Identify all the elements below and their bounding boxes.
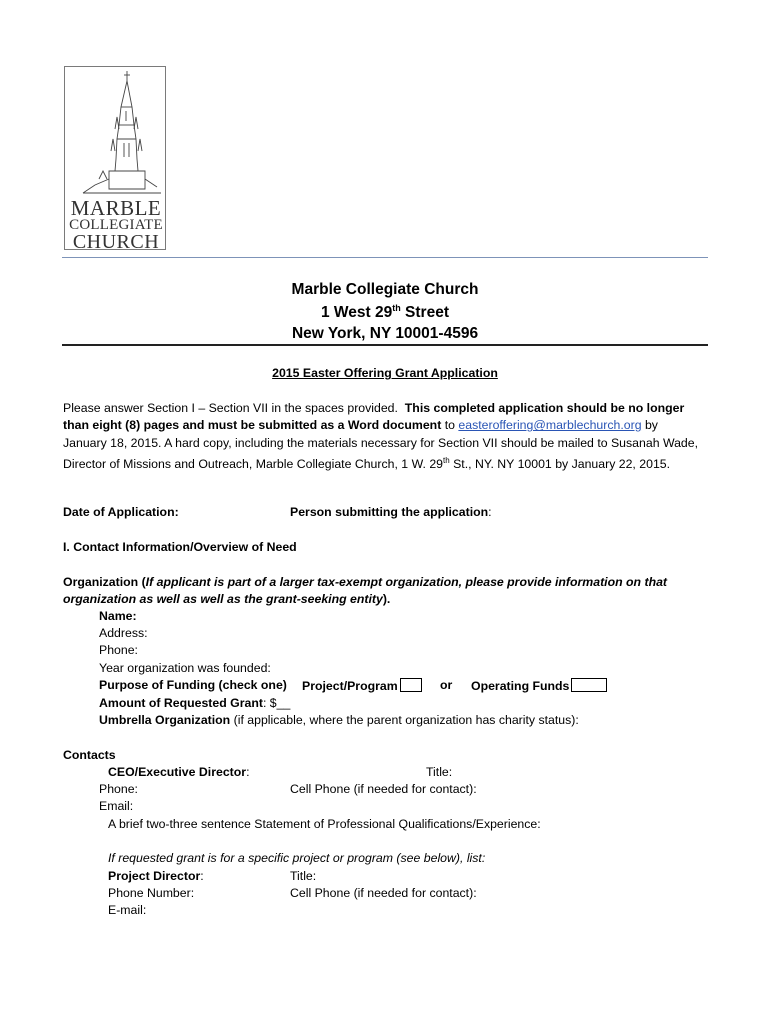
intro-bold: This completed application should be no longer than eight (8) pages and must be submitted as a Word document — [63, 401, 685, 433]
organization-heading — [63, 574, 703, 609]
church-city: New York, NY 10001-4596 — [291, 325, 479, 342]
project-director-label — [108, 869, 204, 883]
umbrella-organization-label — [99, 713, 579, 727]
church-name: Marble Collegiate Church — [291, 281, 479, 298]
org-open-paren: ( — [138, 575, 146, 589]
org-phone-label: Phone: — [99, 643, 138, 657]
or-label: or — [440, 678, 453, 692]
submission-email-link[interactable]: easteroffering@marblechurch.org — [458, 418, 642, 433]
amount-requested-label — [99, 696, 290, 710]
project-director-text: Project Director — [108, 869, 201, 883]
purpose-of-funding-label: Purpose of Funding (check one) — [99, 678, 287, 692]
organization-note: If applicant is part of a larger tax-exempt organization, please provide information on that organization as well as well as the grant-seeking entity — [63, 575, 668, 607]
intro-text-1: Please answer Section I – Section VII in the spaces provided. — [63, 401, 398, 415]
umbrella-organization-text: Umbrella Organization — [99, 713, 231, 727]
intro-to: to — [441, 418, 459, 433]
street-prefix: 1 West 29 — [321, 304, 393, 322]
umbrella-organization-note: (if applicable, where the parent organization has charity status): — [230, 713, 579, 727]
ceo-label — [108, 765, 249, 779]
operating-funds-option — [471, 678, 607, 693]
ceo-email-label: Email: — [99, 799, 134, 813]
project-instructions: If requested grant is for a specific project or program (see below), list: — [108, 851, 486, 865]
project-director-email-label: E-mail: — [108, 903, 147, 917]
contacts-heading: Contacts — [63, 748, 116, 762]
street-sup: th — [392, 303, 401, 313]
ceo-title-label: Title: — [426, 765, 453, 779]
intro-text-2: by January 18, 2015. A hard copy, including the materials necessary for Section VII should be mailed to Susanah Wade, Director of Missions and Outreach, Marble Collegiate Church, 1 W. 29 — [63, 418, 699, 471]
form-title: 2015 Easter Offering Grant Application — [272, 366, 498, 380]
logo-line-collegiate: COLLEGIATE — [69, 217, 163, 233]
church-spire-icon — [65, 67, 165, 207]
intro-text-3: St., NY. NY 10001 by January 22, 2015. — [449, 456, 671, 471]
ceo-text: CEO/Executive Director — [108, 765, 247, 779]
person-submitting-label — [290, 505, 492, 519]
project-director-cell-label: Cell Phone (if needed for contact): — [290, 886, 477, 900]
header-divider-blue — [62, 257, 708, 258]
operating-funds-checkbox[interactable] — [571, 678, 607, 692]
amount-requested-text: Amount of Requested Grant — [99, 696, 263, 710]
date-of-application-label: Date of Application: — [63, 505, 179, 519]
header-divider-black — [62, 344, 708, 346]
org-close-paren: ). — [382, 592, 391, 607]
amount-requested-value[interactable]: : $__ — [262, 696, 291, 710]
ceo-colon: : — [246, 765, 250, 779]
logo-line-church: CHURCH — [72, 231, 160, 253]
church-street — [0, 303, 770, 322]
project-program-option — [302, 678, 422, 693]
pd-colon: : — [200, 869, 204, 883]
church-logo — [64, 66, 166, 253]
operating-funds-label: Operating Funds — [471, 679, 570, 693]
qualifications-statement-label: A brief two-three sentence Statement of Professional Qualifications/Experience: — [108, 817, 541, 831]
ceo-cell-phone-label: Cell Phone (if needed for contact): — [290, 782, 477, 796]
intro-sup: th — [443, 455, 450, 465]
project-program-label: Project/Program — [302, 679, 398, 693]
intro-paragraph — [63, 400, 703, 473]
street-suffix: Street — [400, 304, 449, 322]
org-year-label: Year organization was founded: — [99, 661, 271, 675]
person-submitting-text: Person submitting the application — [290, 505, 489, 519]
project-program-checkbox[interactable] — [400, 678, 422, 692]
organization-label: Organization — [63, 575, 139, 589]
logo-line-marble: MARBLE — [70, 196, 162, 220]
person-colon: : — [488, 505, 492, 519]
project-director-phone-label: Phone Number: — [108, 886, 195, 900]
ceo-phone-label: Phone: — [99, 782, 138, 796]
org-name-label: Name: — [99, 609, 137, 623]
project-director-title-label: Title: — [290, 869, 317, 883]
org-address-label: Address: — [99, 626, 148, 640]
section-1-title: I. Contact Information/Overview of Need — [63, 540, 297, 554]
